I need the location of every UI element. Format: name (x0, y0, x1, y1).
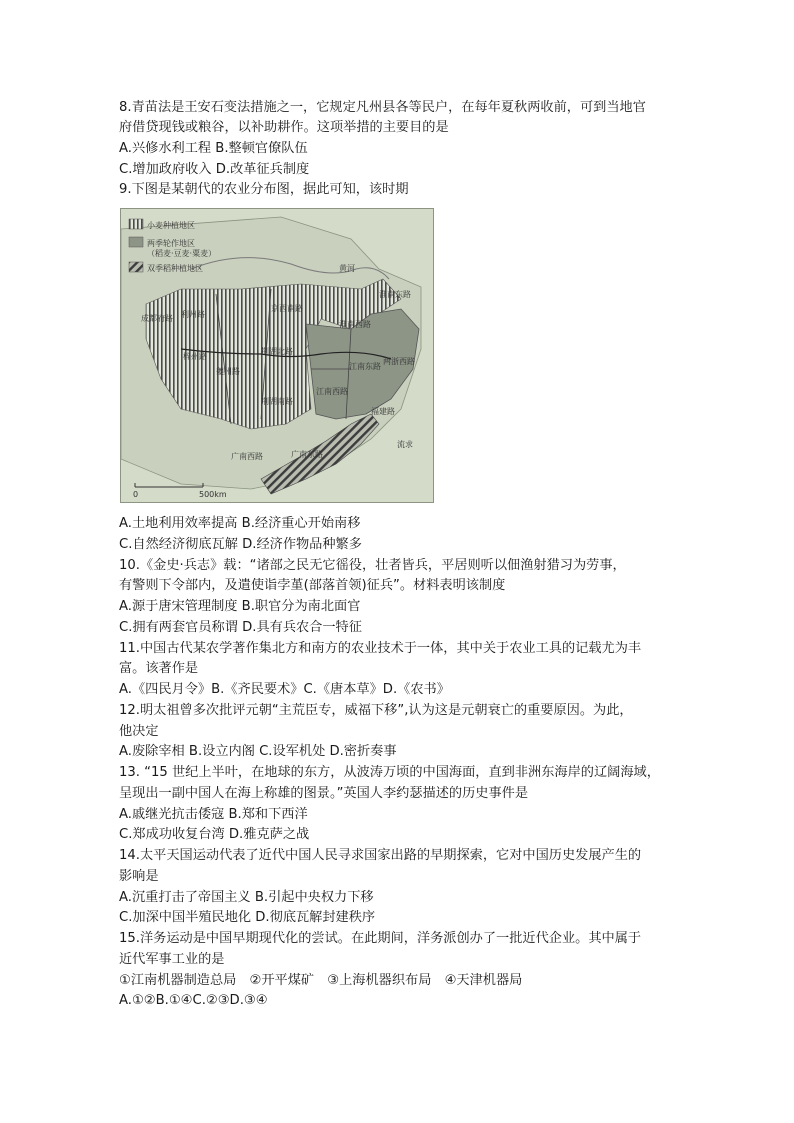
label-jingxi-south: 京西南路 (271, 304, 303, 313)
label-huainan-east: 淮南东路 (379, 290, 411, 299)
label-fujian: 福建路 (371, 407, 395, 416)
q14-stem-line2: 影响是 (119, 869, 159, 884)
q8-options-cd: C.增加政府收入 D.改革征兵制度 (119, 162, 310, 177)
label-guangnan-east: 广南东路 (291, 450, 323, 459)
q14-options-cd: C.加深中国半殖民地化 D.彻底瓦解封建秩序 (119, 910, 376, 925)
label-huainan-west: 淮南西路 (339, 320, 371, 329)
q13-stem-line2: 呈现出一副中国人在海上称雄的图景。”英国人李约瑟描述的历史事件是 (119, 786, 529, 801)
label-jiangnan-west: 江南西路 (316, 387, 348, 396)
label-chengdu: 成都府路 (141, 314, 173, 323)
label-guangnan-west: 广南西路 (231, 452, 263, 461)
q11-stem-line1: 11.中国古代某农学著作集北方和南方的农业技术于一体，其中关于农业工具的记载尤为丰 (119, 641, 642, 656)
q8-options-ab: A.兴修水利工程 B.整顿官僚队伍 (119, 141, 308, 156)
label-zizhou: 梓州路 (183, 352, 207, 361)
q15-stem-line1: 15.洋务运动是中国早期现代化的尝试。在此期间，洋务派创办了一批近代企业。其中属于 (119, 931, 642, 946)
q10-options-ab: A.源于唐宋管理制度 B.职官分为南北面官 (119, 599, 361, 614)
legend-rotation: 两季轮作地区 (147, 239, 195, 248)
q9-stem: 9.下图是某朝代的农业分布图，据此可知，该时期 (119, 182, 409, 197)
label-jinghu-south: 荆湖南路 (261, 397, 293, 406)
label-lizhou: 利州路 (181, 310, 205, 319)
q11-options: A.《四民月令》B.《齐民要术》C.《唐本草》D.《农书》 (119, 682, 450, 697)
q8-stem-line2: 府借贷现钱或粮谷，以补助耕作。这项举措的主要目的是 (119, 120, 449, 135)
label-liuqiu: 流求 (397, 440, 413, 449)
q14-options-ab: A.沉重打击了帝国主义 B.引起中央权力下移 (119, 890, 374, 905)
label-jiangnan-east: 江南东路 (349, 362, 381, 371)
legend-rice: 双季稻种植地区 (147, 264, 203, 273)
q10-options-cd: C.拥有两套官员称谓 D.具有兵农合一特征 (119, 620, 362, 635)
q13-stem-line1: 13. “15 世纪上半叶，在地球的东方，从波涛万顷的中国海面，直到非洲东海岸的辽阔海域， (119, 765, 660, 780)
q10-stem-line1: 10.《金史·兵志》载：“诸部之民无它徭役，壮者皆兵，平居则听以佃渔射猎习为劳事， (119, 558, 626, 573)
q15-items: ①江南机器制造总局 ②开平煤矿 ③上海机器织布局 ④天津机器局 (119, 973, 523, 988)
label-kuizhou: 夔州路 (216, 367, 240, 376)
q8-stem-line1: 8.青苗法是王安石变法措施之一，它规定凡州县各等民户，在每年夏秋两收前，可到当地官 (119, 100, 646, 115)
q13-options-cd: C.郑成功收复台湾 D.雅克萨之战 (119, 827, 310, 842)
label-liangzhe: 两浙西路 (383, 357, 415, 366)
q10-stem-line2: 有警则下令部内，及遣使诣孛堇(部落首领)征兵”。材料表明该制度 (119, 578, 506, 593)
q14-stem-line1: 14.太平天国运动代表了近代中国人民寻求国家出路的早期探索，它对中国历史发展产生的 (119, 848, 642, 863)
q15-options: A.①②B.①④C.②③D.③④ (119, 993, 268, 1008)
q12-stem-line1: 12.明太祖曾多次批评元朝“主荒臣专，威福下移”,认为这是元朝衰亡的重要原因。为此， (119, 703, 633, 718)
q13-options-ab: A.戚继光抗击倭寇 B.郑和下西洋 (119, 807, 308, 822)
q11-stem-line2: 富。该著作是 (119, 661, 199, 676)
scale-500km: 500km (199, 490, 227, 499)
q9-options-cd: C.自然经济彻底瓦解 D.经济作物品种繁多 (119, 537, 362, 552)
song-agriculture-map (120, 208, 434, 503)
q15-stem-line2: 近代军事工业的是 (119, 952, 225, 967)
scale-zero: 0 (133, 490, 139, 499)
legend-wheat: 小麦种植地区 (147, 221, 195, 230)
q9-options-ab: A.土地利用效率提高 B.经济重心开始南移 (119, 516, 361, 531)
label-jinghu-north: 荆湖北路 (261, 347, 293, 356)
legend-rotation-detail: （稻麦·豆麦·粟麦） (147, 249, 217, 258)
label-huanghe: 黄河 (339, 264, 355, 273)
q12-stem-line2: 他决定 (119, 724, 159, 739)
q12-options: A.废除宰相 B.设立内阁 C.设军机处 D.密折奏事 (119, 744, 397, 759)
